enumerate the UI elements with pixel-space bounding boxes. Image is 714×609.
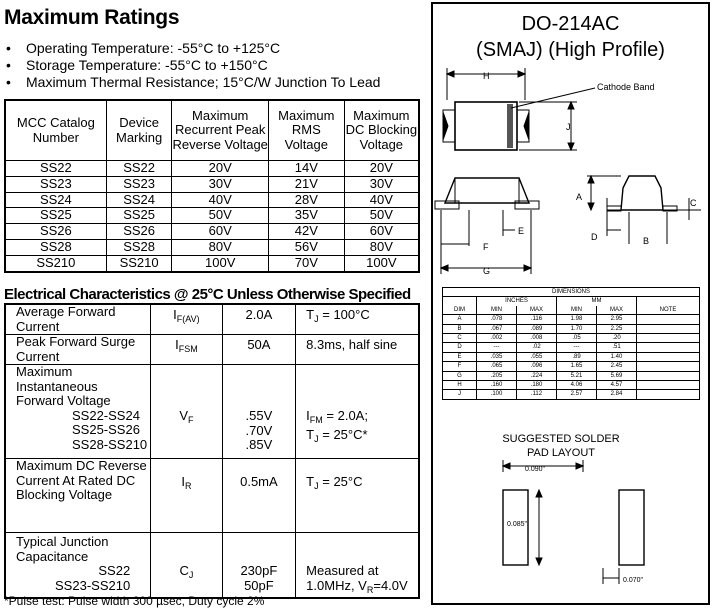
cell: 100V — [172, 255, 268, 271]
cell: B — [443, 324, 477, 333]
table-row — [5, 304, 419, 335]
cell: F — [443, 362, 477, 371]
cell: A — [443, 315, 477, 324]
elec-char-title: Electrical Characteristics @ 25°C Unless Otherwise Specified — [4, 286, 411, 303]
cell — [637, 297, 700, 306]
cell: 1.98 — [557, 315, 597, 324]
label-e: E — [518, 226, 525, 236]
table-row — [443, 390, 700, 399]
table-row — [443, 343, 700, 352]
dims-group-row — [443, 297, 700, 306]
cell: 20V — [172, 161, 268, 177]
label-h: H — [483, 71, 490, 81]
cell: SS24 — [106, 192, 172, 208]
sym-cj: $C_J$ — [151, 533, 222, 599]
cell: .055 — [517, 352, 557, 361]
solder-pad-title — [476, 432, 646, 460]
cell: SS26 — [106, 224, 172, 240]
pad-gap-label: 0.070" — [623, 577, 644, 584]
cell: 5.69 — [597, 371, 637, 380]
cell: 50V — [344, 208, 419, 224]
bullet-storage-temp: • Storage Temperature: -55°C to +150°C — [6, 57, 268, 73]
dims-header-row — [443, 306, 700, 315]
cell — [637, 315, 700, 324]
cell: SS28 — [106, 239, 172, 255]
cell: SS22 — [5, 161, 106, 177]
table-row — [443, 371, 700, 380]
param-forward-voltage: Maximum Instantaneous Forward Voltage SS22-SS24 SS25-SS26 SS28-SS210 — [5, 365, 151, 459]
cell: .089 — [517, 324, 557, 333]
dims-col-max: MAX — [517, 306, 557, 315]
sym-ir: $I_R$ — [151, 459, 222, 533]
cell: 28V — [268, 192, 344, 208]
cell: SS22 — [106, 161, 172, 177]
cell: --- — [477, 343, 517, 352]
cell: .096 — [517, 362, 557, 371]
max-ratings-table — [4, 99, 420, 273]
cell: 35V — [268, 208, 344, 224]
param-reverse-current: Maximum DC Reverse Current At Rated DC Blocking Voltage — [5, 459, 151, 533]
package-title — [431, 11, 710, 63]
table-row — [443, 362, 700, 371]
cell: SS25 — [106, 208, 172, 224]
cell — [637, 352, 700, 361]
param-avg-forward: Average Forward Current — [5, 304, 151, 335]
header-dc-blocking: Maximum DC Blocking Voltage — [344, 100, 419, 161]
cell: 70V — [268, 255, 344, 271]
cond-forward-voltage: $I_{FM} = 2.0A$; $T_J = 25^\circ C*$ — [296, 365, 419, 459]
cell: SS210 — [5, 255, 106, 271]
val-capacitance: 230pF 50pF — [222, 533, 296, 599]
cell: SS23 — [106, 176, 172, 192]
cell: .100 — [477, 390, 517, 399]
pad-height-label: 0.085" — [506, 521, 527, 528]
table-row — [5, 192, 419, 208]
cell: .20 — [597, 334, 637, 343]
cell: 2.45 — [597, 362, 637, 371]
table-row — [5, 176, 419, 192]
dims-col-min-mm: MIN — [557, 306, 597, 315]
sym-vf: $V_F$ — [151, 365, 222, 459]
table-row — [443, 334, 700, 343]
header-peak-reverse: Maximum Recurrent Peak Reverse Voltage — [172, 100, 268, 161]
dims-col-note: NOTE — [637, 306, 700, 315]
header-catalog: MCC Catalog Number — [5, 100, 106, 161]
label-g: G — [483, 266, 491, 276]
cell: SS24 — [5, 192, 106, 208]
cell: .002 — [477, 334, 517, 343]
dims-col-max-mm: MAX — [597, 306, 637, 315]
cell — [637, 381, 700, 390]
pulse-test-footnote: *Pulse test: Pulse width 300 µsec, Duty cycle 2% — [4, 594, 265, 608]
dims-mm: MM — [557, 297, 637, 306]
cell: 40V — [344, 192, 419, 208]
package-title-line1: DO-214AC — [521, 13, 620, 35]
cell — [637, 390, 700, 399]
dims-title-row — [443, 288, 700, 297]
cond-reverse-current: $T_J = 25^\circ C$ — [296, 459, 419, 533]
label-d: D — [591, 232, 598, 242]
cell: 1.40 — [597, 352, 637, 361]
cell: 42V — [268, 224, 344, 240]
label-cathode: Cathode Band — [597, 82, 655, 92]
sym-ifsm: $I_{FSM}$ — [151, 335, 222, 365]
cell — [443, 297, 477, 306]
solder-pad-title-line2: PAD LAYOUT — [526, 447, 596, 459]
cell: .112 — [517, 390, 557, 399]
cell: 80V — [344, 239, 419, 255]
table-row — [443, 352, 700, 361]
dims-col-dim: DIM — [443, 306, 477, 315]
cell: 14V — [268, 161, 344, 177]
dimensions-table — [442, 287, 700, 400]
param-capacitance: Typical Junction Capacitance SS22 SS23-SS210 — [5, 533, 151, 599]
cell: .89 — [557, 352, 597, 361]
cell: 40V — [172, 192, 268, 208]
cell: 21V — [268, 176, 344, 192]
cell: 4.57 — [597, 381, 637, 390]
cell — [637, 371, 700, 380]
cell: .160 — [477, 381, 517, 390]
label-b: B — [643, 236, 650, 246]
cell: SS25 — [5, 208, 106, 224]
cell: --- — [557, 343, 597, 352]
cell: .067 — [477, 324, 517, 333]
cell: G — [443, 371, 477, 380]
table-row — [5, 459, 419, 533]
cell: 80V — [172, 239, 268, 255]
table-row — [443, 324, 700, 333]
cell: 2.25 — [597, 324, 637, 333]
cell: 2.84 — [597, 390, 637, 399]
val-forward-voltage: .55V .70V .85V — [222, 365, 296, 459]
cell: .078 — [477, 315, 517, 324]
cell: SS28 — [5, 239, 106, 255]
table-row — [5, 224, 419, 240]
cell: C — [443, 334, 477, 343]
table-header-row — [5, 100, 419, 161]
cell: .008 — [517, 334, 557, 343]
val-surge: 50A — [222, 335, 296, 365]
cell: .035 — [477, 352, 517, 361]
table-row — [5, 161, 419, 177]
cond-capacitance: Measured at 1.0MHz, $V_R=4.0V$ — [296, 533, 419, 599]
cell — [637, 343, 700, 352]
cell: SS23 — [5, 176, 106, 192]
dims-title: DIMENSIONS — [443, 288, 700, 297]
cell: 50V — [172, 208, 268, 224]
cond-surge: 8.3ms, half sine — [296, 335, 419, 365]
cell: .02 — [517, 343, 557, 352]
cell: .51 — [597, 343, 637, 352]
cell: SS210 — [106, 255, 172, 271]
cell: D — [443, 343, 477, 352]
label-a: A — [576, 192, 583, 202]
cell: SS26 — [5, 224, 106, 240]
cell: H — [443, 381, 477, 390]
sym-ifav: $I_{F(AV)}$ — [151, 304, 222, 335]
label-c: C — [690, 198, 697, 208]
dims-col-min: MIN — [477, 306, 517, 315]
header-marking: Device Marking — [106, 100, 172, 161]
cell: .05 — [557, 334, 597, 343]
cell: 60V — [344, 224, 419, 240]
package-title-line2: (SMAJ) (High Profile) — [476, 39, 665, 61]
dims-inches: INCHES — [477, 297, 557, 306]
cell — [637, 362, 700, 371]
cell: 100V — [344, 255, 419, 271]
table-row — [5, 239, 419, 255]
cell: 2.95 — [597, 315, 637, 324]
label-j: J — [566, 122, 571, 132]
table-row — [5, 208, 419, 224]
label-f: F — [483, 242, 489, 252]
cell: 1.65 — [557, 362, 597, 371]
bullet-operating-temp: • Operating Temperature: -55°C to +125°C — [6, 40, 281, 56]
cell: .180 — [517, 381, 557, 390]
cell: 20V — [344, 161, 419, 177]
cell — [637, 334, 700, 343]
cell: 1.70 — [557, 324, 597, 333]
table-row — [443, 381, 700, 390]
cell: 4.06 — [557, 381, 597, 390]
header-rms: Maximum RMS Voltage — [268, 100, 344, 161]
cond-avg-forward: $T_J = 100^\circ C$ — [296, 304, 419, 335]
pad-width-label: 0.090" — [525, 466, 546, 473]
table-row — [443, 315, 700, 324]
solder-pad-title-line1: SUGGESTED SOLDER — [502, 433, 620, 445]
max-ratings-title: Maximum Ratings — [4, 6, 180, 29]
table-row — [5, 365, 419, 459]
val-avg-forward: 2.0A — [222, 304, 296, 335]
cell: 2.57 — [557, 390, 597, 399]
cell: .205 — [477, 371, 517, 380]
cell: 30V — [344, 176, 419, 192]
elec-char-table — [4, 303, 420, 599]
cell: 56V — [268, 239, 344, 255]
bullet-thermal-resistance: • Maximum Thermal Resistance; 15°C/W Junction To Lead — [6, 74, 381, 90]
table-row — [5, 255, 419, 271]
cell: 60V — [172, 224, 268, 240]
cell — [637, 324, 700, 333]
table-row — [5, 335, 419, 365]
cell: .116 — [517, 315, 557, 324]
cell: E — [443, 352, 477, 361]
param-surge: Peak Forward Surge Current — [5, 335, 151, 365]
package-outline-drawing — [431, 60, 710, 285]
cell: .065 — [477, 362, 517, 371]
cell: 30V — [172, 176, 268, 192]
cell: J — [443, 390, 477, 399]
cell: .224 — [517, 371, 557, 380]
val-reverse-current: 0.5mA — [222, 459, 296, 533]
cell: 5.21 — [557, 371, 597, 380]
table-row — [5, 533, 419, 599]
solder-pad-drawing — [431, 458, 710, 598]
